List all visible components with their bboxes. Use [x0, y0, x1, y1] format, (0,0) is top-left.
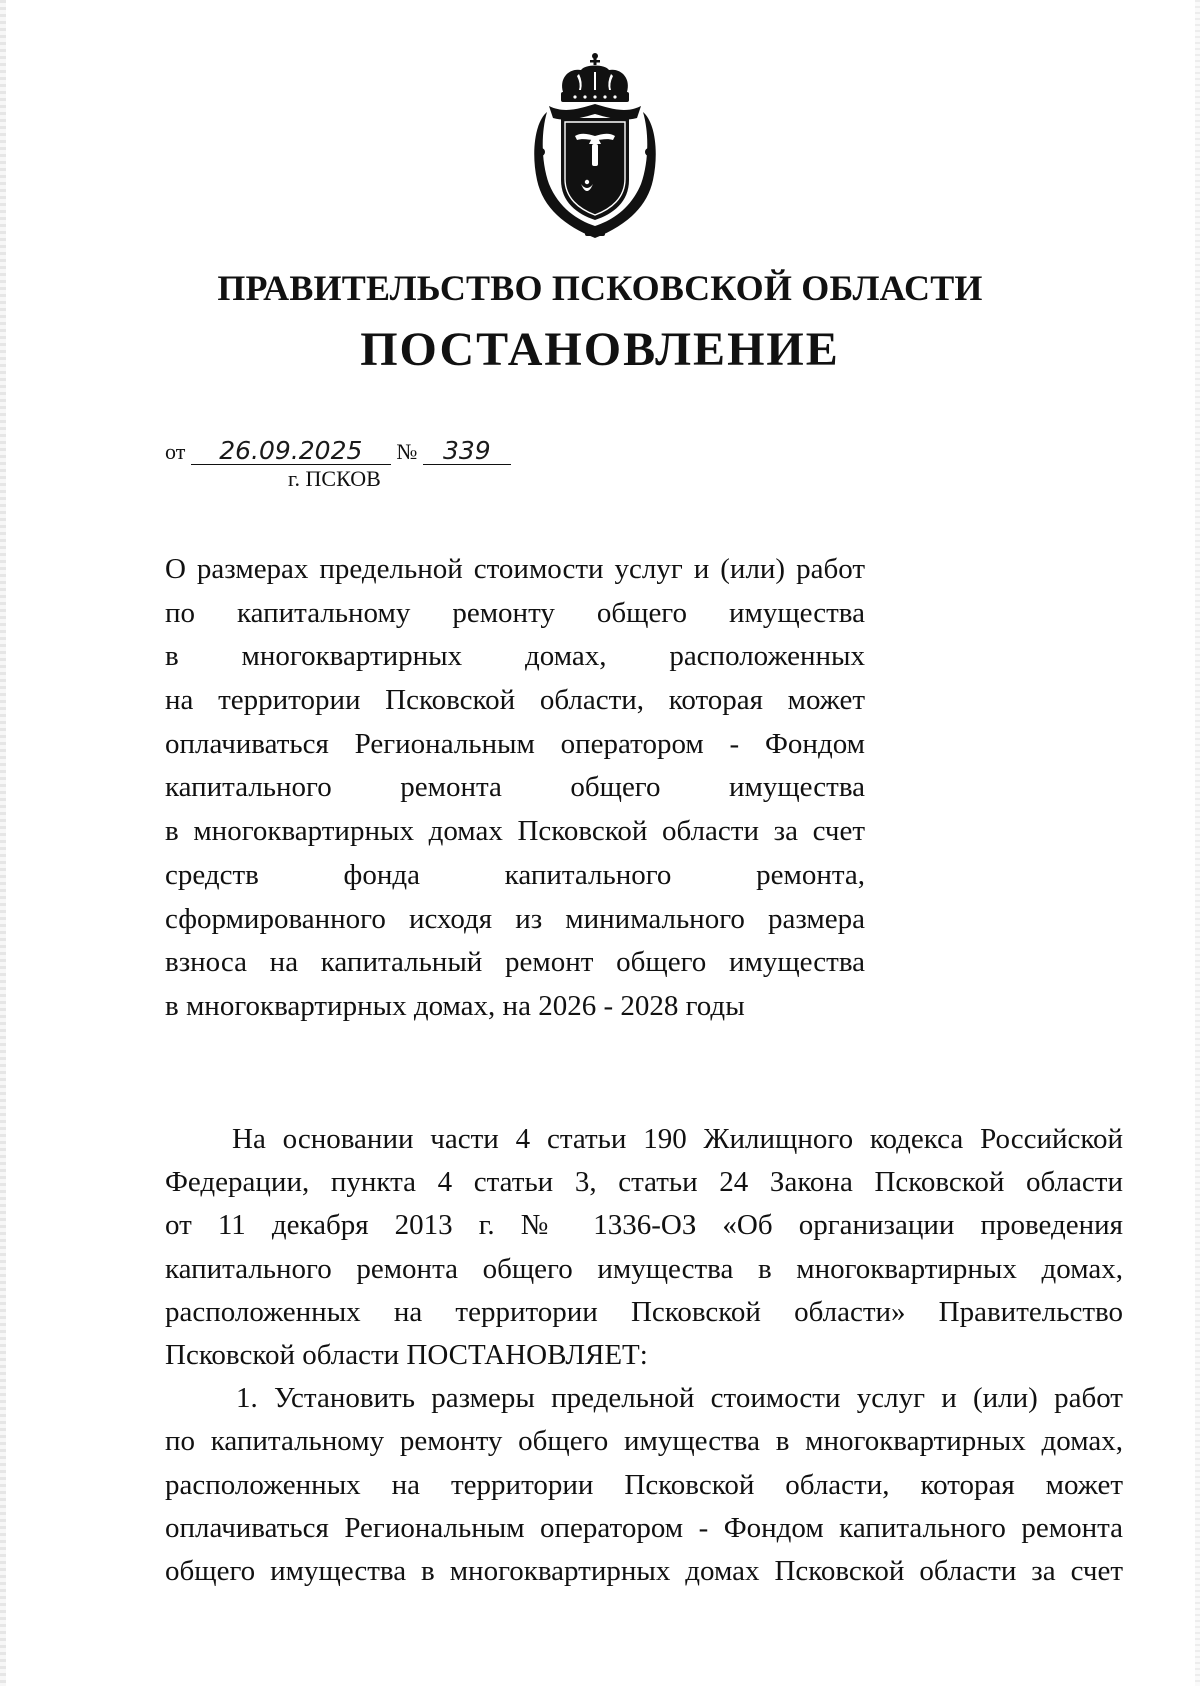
subject-line: О размерах предельной стоимости услуг и (или) работ: [165, 553, 865, 585]
subject-line: на территории Псковской области, которая может: [165, 684, 865, 717]
body-line: 1. Установить размеры предельной стоимости услуг и (или) работ: [236, 1382, 1123, 1415]
date-label: от: [165, 439, 186, 464]
subject-line: капитального ремонта общего имущества: [165, 771, 865, 804]
scan-edge-right: [1195, 0, 1200, 1686]
document-type-title: ПОСТАНОВЛЕНИЕ: [360, 323, 840, 376]
body-line: общего имущества в многоквартирных домах Псковской области за счет: [165, 1554, 1123, 1587]
handwritten-date: 26.09.2025: [191, 438, 391, 465]
body-line: оплачиваться Региональным оператором - Фондом капитального ремонта: [165, 1511, 1123, 1544]
subject-line: оплачиваться Региональным оператором - Фондом: [165, 727, 865, 760]
subject-line: сформированного исходя из минимального размера: [165, 902, 865, 935]
scan-edge-left: [0, 0, 6, 1686]
body-line: Псковской области ПОСТАНОВЛЯЕТ:: [165, 1338, 648, 1371]
subject-line: по капитальному ремонту общего имущества: [165, 596, 865, 629]
date-number-line: [165, 438, 511, 465]
handwritten-number: 339: [423, 438, 511, 465]
body-line: по капитальному ремонту общего имущества в многоквартирных домах,: [165, 1425, 1123, 1458]
document-subject: [165, 548, 865, 1029]
coat-of-arms-icon: [525, 52, 665, 242]
body-line: капитального ремонта общего имущества в многоквартирных домах,: [165, 1252, 1123, 1285]
body-line: Федерации, пункта 4 статьи 3, статьи 24 Закона Псковской области: [165, 1166, 1123, 1199]
body-line: расположенных на территории Псковской области» Правительство: [165, 1295, 1123, 1328]
body-line: от 11 декабря 2013 г. № 1336-ОЗ «Об организации проведения: [165, 1209, 1123, 1242]
issuing-authority: ПРАВИТЕЛЬСТВО ПСКОВСКОЙ ОБЛАСТИ: [217, 268, 983, 308]
document-body: [165, 1118, 1123, 1593]
subject-line: средств фонда капитального ремонта,: [165, 858, 865, 891]
subject-line: взноса на капитальный ремонт общего имущества: [165, 946, 865, 979]
body-line: На основании части 4 статьи 190 Жилищного кодекса Российской: [232, 1123, 1123, 1155]
city-label: г. ПСКОВ: [288, 466, 381, 491]
subject-line: в многоквартирных домах Псковской области за счет: [165, 815, 865, 848]
subject-line: в многоквартирных домах, расположенных: [165, 640, 865, 673]
subject-line: в многоквартирных домах, на 2026 - 2028 годы: [165, 989, 745, 1022]
body-line: расположенных на территории Псковской области, которая может: [165, 1468, 1123, 1501]
number-label: №: [396, 439, 418, 464]
